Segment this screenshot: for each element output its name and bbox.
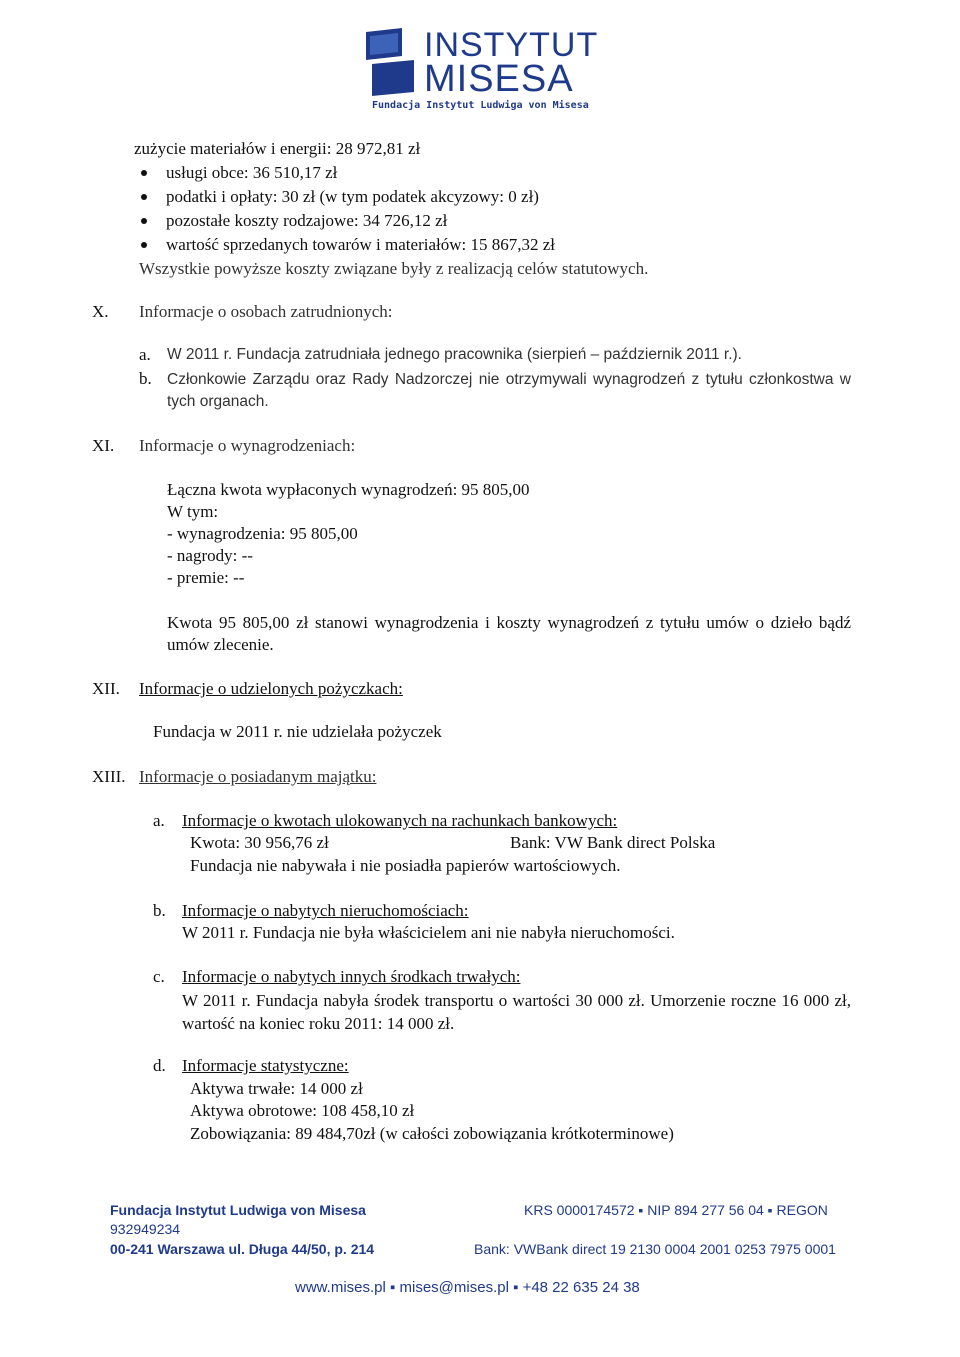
section-title: Informacje o osobach zatrudnionych: (139, 302, 393, 321)
bullet-icon (141, 194, 147, 200)
bullet-icon (141, 242, 147, 248)
cost-line-materials: zużycie materiałów i energii: 28 972,81 zł (134, 139, 421, 158)
list-marker: d. (153, 1056, 166, 1075)
subsection-title: Informacje o nabytych nieruchomościach: (182, 901, 469, 920)
cost-summary: Wszystkie powyższe koszty związane były z realizacją celów statutowych. (139, 259, 649, 278)
bullet-icon (141, 170, 147, 176)
cost-bullet: wartość sprzedanych towarów i materiałów: 15 867,32 zł (166, 235, 555, 254)
bank-name: Bank: VW Bank direct Polska (510, 833, 716, 852)
section-number: XI. (92, 436, 115, 455)
list-marker: a. (139, 345, 151, 364)
stat-line: Aktywa obrotowe: 108 458,10 zł (190, 1101, 415, 1120)
list-marker: c. (153, 967, 165, 986)
list-item-text: Członkowie Zarządu oraz Rady Nadzorczej nie otrzymywali wynagrodzeń z tytułu członkostwa w tych organach. (167, 371, 851, 410)
list-marker: b. (153, 901, 166, 920)
subsection-title: Informacje o nabytych innych środkach trwałych: (182, 967, 521, 986)
fixed-assets-text: W 2011 r. Fundacja nabyła środek transportu o wartości 30 000 zł. Umorzenie roczne 16 000 zł, wartość na koniec roku 2011: 14 000 zł. (182, 991, 851, 1033)
list-marker: b. (139, 369, 152, 388)
stat-line: Aktywa trwałe: 14 000 zł (190, 1079, 363, 1098)
salary-line: - premie: -- (167, 568, 245, 587)
logo-line1: INSTYTUT (424, 26, 599, 64)
list-marker: a. (153, 811, 165, 830)
logo (362, 24, 599, 114)
section-number: XIII. (92, 767, 126, 786)
footer-bank: Bank: VWBank direct 19 2130 0004 2001 0253 7975 0001 (474, 1241, 836, 1257)
footer-krs: KRS 0000174572 ▪ NIP 894 277 56 04 ▪ REGON (524, 1202, 828, 1218)
section-title: Informacje o wynagrodzeniach: (139, 436, 356, 455)
salary-note: Kwota 95 805,00 zł stanowi wynagrodzenia i koszty wynagrodzeń z tytułu umów o dzieło bądź umów zlecenie. (167, 613, 851, 654)
subsection-title: Informacje o kwotach ulokowanych na rachunkach bankowych: (182, 811, 618, 830)
footer-address: 00-241 Warszawa ul. Długa 44/50, p. 214 (110, 1241, 375, 1257)
salary-line: Łączna kwota wypłaconych wynagrodzeń: 95 805,00 (167, 480, 530, 499)
bank-amount: Kwota: 30 956,76 zł (190, 833, 329, 852)
salary-line: - wynagrodzenia: 95 805,00 (167, 524, 358, 543)
subsection-title: Informacje statystyczne: (182, 1056, 349, 1075)
salary-line: - nagrody: -- (167, 546, 253, 565)
footer-regon: 932949234 (110, 1221, 181, 1237)
section-number: X. (92, 302, 109, 321)
cost-bullet: pozostałe koszty rodzajowe: 34 726,12 zł (166, 211, 448, 230)
stat-line: Zobowiązania: 89 484,70zł (w całości zobowiązania krótkoterminowe) (190, 1124, 674, 1143)
logo-line2: MISESA (424, 58, 574, 100)
footer-org: Fundacja Instytut Ludwiga von Misesa (110, 1202, 366, 1218)
cost-bullet: podatki i opłaty: 30 zł (w tym podatek akcyzowy: 0 zł) (166, 187, 539, 206)
cost-bullet: usługi obce: 36 510,17 zł (166, 163, 338, 182)
list-item-text: W 2011 r. Fundacja zatrudniała jednego pracownika (sierpień – październik 2011 r.). (167, 346, 742, 363)
real-estate-text: W 2011 r. Fundacja nie była właścicielem ani nie nabyła nieruchomości. (182, 923, 675, 942)
logo-mark-icon (362, 26, 418, 98)
section-title: Informacje o posiadanym majątku: (139, 767, 377, 786)
bullet-icon (141, 218, 147, 224)
section-title: Informacje o udzielonych pożyczkach: (139, 679, 403, 698)
logo-subtitle: Fundacja Instytut Ludwiga von Misesa (372, 100, 589, 111)
section-number: XII. (92, 679, 120, 698)
securities-note: Fundacja nie nabywała i nie posiadła papierów wartościowych. (190, 856, 621, 875)
salary-line: W tym: (167, 502, 219, 521)
footer-contact: www.mises.pl ▪ mises@mises.pl ▪ +48 22 635 24 38 (295, 1279, 640, 1296)
loans-text: Fundacja w 2011 r. nie udzielała pożyczek (153, 722, 442, 741)
